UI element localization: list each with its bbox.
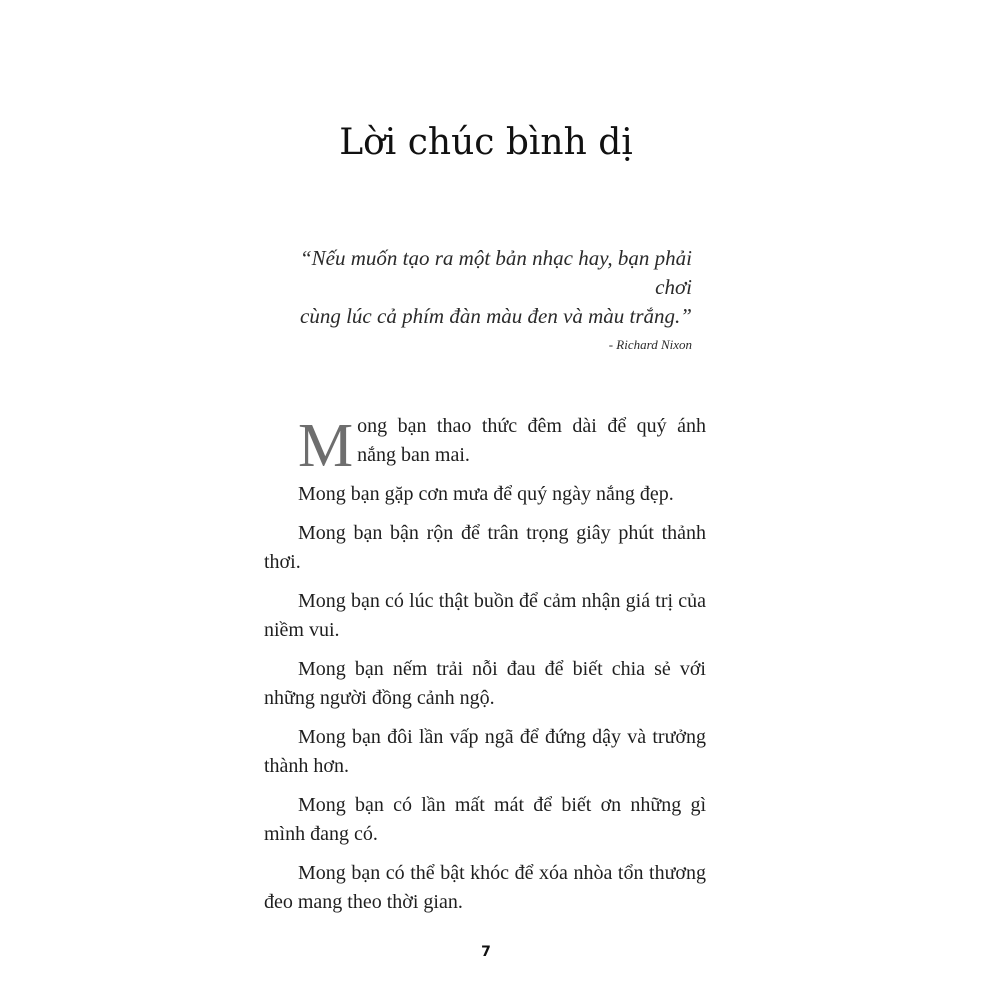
- paragraph-1-text: ong bạn thao thức đêm dài để quý ánh nắng ban mai.: [357, 415, 706, 466]
- epigraph-quote: [270, 244, 720, 331]
- paragraph-1: [264, 412, 706, 480]
- epigraph-author: - Richard Nixon: [608, 337, 692, 352]
- epigraph-line-1: “Nếu muốn tạo ra một bản nhạc hay, bạn phải chơi: [300, 246, 692, 299]
- drop-cap: M: [298, 412, 354, 480]
- paragraph-6: Mong bạn đôi lần vấp ngã để đứng dậy và trưởng thành hơn.: [264, 726, 706, 777]
- paragraph-8: Mong bạn có thể bật khóc để xóa nhòa tổn thương đeo mang theo thời gian.: [264, 862, 706, 913]
- epigraph: [270, 244, 720, 353]
- page-title: Lời chúc bình dị: [339, 122, 633, 163]
- paragraph-7: Mong bạn có lần mất mát để biết ơn những gì mình đang có.: [264, 794, 706, 845]
- body-text: [264, 412, 706, 927]
- paragraph-2: Mong bạn gặp cơn mưa để quý ngày nắng đẹp.: [298, 483, 674, 505]
- paragraph-5: Mong bạn nếm trải nỗi đau để biết chia sẻ với những người đồng cảnh ngộ.: [264, 658, 706, 709]
- epigraph-line-2: cùng lúc cả phím đàn màu đen và màu trắng.”: [300, 304, 692, 328]
- paragraph-4: Mong bạn có lúc thật buồn để cảm nhận giá trị của niềm vui.: [264, 590, 706, 641]
- page-number: 7: [481, 944, 491, 960]
- paragraph-3: Mong bạn bận rộn để trân trọng giây phút thảnh thơi.: [264, 522, 706, 573]
